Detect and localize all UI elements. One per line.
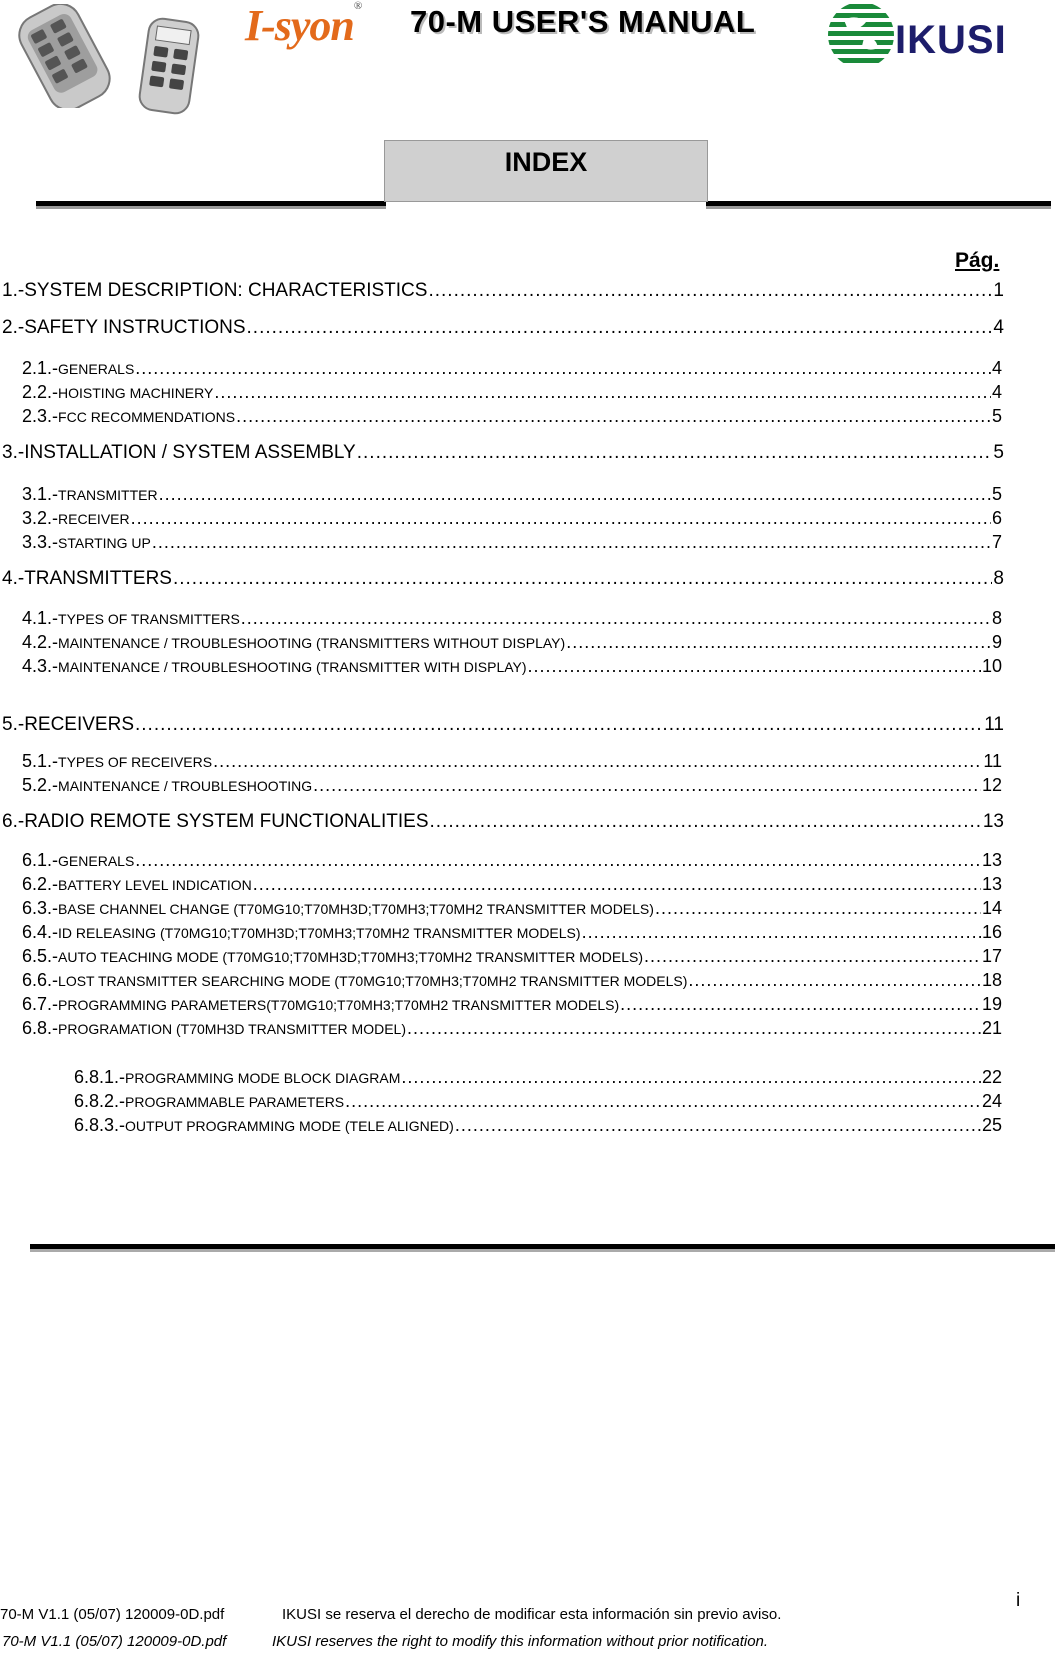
toc-entry[interactable] [22, 508, 1002, 529]
toc-entry-number: 6.- [2, 811, 25, 832]
toc-entry-number: 2.- [2, 317, 25, 338]
toc-entry[interactable] [22, 874, 1002, 895]
toc-entry-title: SYSTEM DESCRIPTION: CHARACTERISTICS [24, 280, 428, 301]
manual-title: 70-M USER'S MANUAL [410, 4, 756, 39]
toc-entry[interactable] [2, 568, 1004, 590]
toc-entry-number: 6.4.- [22, 922, 59, 942]
toc-entry[interactable] [22, 532, 1002, 553]
toc-dot-leader [582, 922, 981, 943]
toc-dot-leader [566, 632, 991, 653]
toc-entry-title: HOISTING MACHINERY [58, 385, 214, 401]
toc-entry-title: PROGRAMMING MODE BLOCK DIAGRAM [125, 1070, 401, 1086]
toc-entry-number: 3.3.- [22, 532, 59, 552]
toc-dot-leader [455, 1115, 981, 1136]
toc-dot-leader [159, 484, 991, 505]
toc-entry-title: BASE CHANNEL CHANGE (T70MG10;T70MH3D;T70MH3;T70MH2 TRANSMITTER MODELS) [58, 901, 654, 917]
toc-entry-number: 6.2.- [22, 874, 59, 894]
remote-control-icon [4, 4, 124, 108]
toc-entry-title: INSTALLATION / SYSTEM ASSEMBLY [24, 442, 356, 463]
toc-entry-title: PROGRAMMING PARAMETERS(T70MG10;T70MH3;T70MH2 TRANSMITTER MODELS) [58, 997, 620, 1013]
toc-entry[interactable] [22, 946, 1002, 967]
toc-entry-title: SAFETY INSTRUCTIONS [24, 317, 246, 338]
toc-dot-leader [152, 532, 991, 553]
toc-entry-page: 8 [993, 568, 1004, 589]
toc-entry-number: 2.1.- [22, 358, 59, 378]
toc-entry-number: 6.5.- [22, 946, 59, 966]
page-header [0, 0, 1057, 120]
toc-entry-page: 5 [993, 442, 1004, 463]
toc-entry-page: 10 [981, 656, 1002, 676]
toc-entry[interactable] [22, 382, 1002, 403]
toc-dot-leader [620, 994, 981, 1015]
toc-dot-leader [407, 1018, 981, 1039]
toc-entry[interactable] [2, 442, 1004, 464]
toc-entry-title: PROGRAMMABLE PARAMETERS [125, 1094, 345, 1110]
toc-entry-page: 24 [981, 1091, 1002, 1111]
toc-entry-title: TYPES OF TRANSMITTERS [58, 611, 240, 627]
toc-entry-page: 13 [981, 874, 1002, 894]
toc-entry-title: RADIO REMOTE SYSTEM FUNCTIONALITIES [24, 811, 429, 832]
toc-entry[interactable] [22, 994, 1002, 1015]
toc-dot-leader [131, 508, 991, 529]
toc-entry-title: TYPES OF RECEIVERS [58, 754, 213, 770]
toc-entry-page: 18 [981, 970, 1002, 990]
toc-entry-page: 5 [991, 406, 1002, 426]
toc-entry-page: 11 [984, 714, 1004, 735]
toc-entry-page: 1 [993, 280, 1004, 301]
toc-entry[interactable] [22, 358, 1002, 379]
toc-entry-number: 5.- [2, 714, 25, 735]
index-title: INDEX [504, 147, 588, 177]
toc-entry-page: 6 [991, 508, 1002, 528]
toc-entry-page: 21 [981, 1018, 1002, 1038]
toc-dot-leader [236, 406, 991, 427]
toc-entry[interactable] [2, 714, 1004, 736]
toc-entry[interactable] [74, 1115, 1002, 1136]
toc-dot-leader [135, 358, 991, 379]
toc-dot-leader [644, 946, 981, 967]
index-banner [384, 140, 708, 202]
toc-dot-leader [528, 656, 981, 677]
footer-notice-en: IKUSI reserves the right to modify this information without prior notification. [272, 1633, 769, 1650]
toc-entry-page: 12 [981, 775, 1002, 795]
toc-entry-title: OUTPUT PROGRAMMING MODE (TELE ALIGNED) [125, 1118, 454, 1134]
toc-entry-number: 2.3.- [22, 406, 59, 426]
toc-dot-leader [241, 608, 991, 629]
toc-entry-title: AUTO TEACHING MODE (T70MG10;T70MH3D;T70MH3;T70MH2 TRANSMITTER MODELS) [58, 949, 644, 965]
toc-entry-title: ID RELEASING (T70MG10;T70MH3D;T70MH3;T70MH2 TRANSMITTER MODELS) [58, 925, 581, 941]
toc-dot-leader [357, 442, 993, 464]
toc-entry-title: TRANSMITTERS [24, 568, 172, 589]
toc-entry[interactable] [22, 922, 1002, 943]
toc-entry-title: STARTING UP [58, 535, 151, 551]
toc-entry-page: 4 [991, 382, 1002, 402]
toc-entry-page: 25 [981, 1115, 1002, 1135]
footer-doc-ref: 70-M V1.1 (05/07) 120009-0D.pdf [0, 1606, 225, 1623]
toc-entry-number: 6.7.- [22, 994, 59, 1014]
toc-entry-number: 1.- [2, 280, 25, 301]
toc-entry-page: 8 [991, 608, 1002, 628]
toc-entry-title: PROGRAMATION (T70MH3D TRANSMITTER MODEL) [58, 1021, 406, 1037]
toc-dot-leader [135, 850, 981, 871]
toc-entry-page: 4 [993, 317, 1004, 338]
page-column-label: Pág. [955, 249, 1000, 272]
brand-logo: I-syon® [245, 0, 362, 50]
toc-entry[interactable] [22, 608, 1002, 629]
header-rule-right [706, 201, 1051, 206]
toc-entry-title: RECEIVERS [24, 714, 134, 735]
toc-entry-title: RECEIVER [58, 511, 130, 527]
toc-entry-number: 5.1.- [22, 751, 59, 771]
toc-entry[interactable] [22, 970, 1002, 991]
toc-entry[interactable] [22, 751, 1002, 772]
toc-entry[interactable] [22, 898, 1002, 919]
toc-entry[interactable] [22, 1018, 1002, 1039]
toc-dot-leader [401, 1067, 981, 1088]
toc-entry-title: BATTERY LEVEL INDICATION [58, 877, 252, 893]
toc-entry-title: LOST TRANSMITTER SEARCHING MODE (T70MG10;T70MH3;T70MH2 TRANSMITTER MODELS) [58, 973, 688, 989]
remote-control-with-display-icon [134, 16, 204, 116]
toc-entry-page: 17 [981, 946, 1002, 966]
toc-entry[interactable] [22, 632, 1002, 653]
toc-entry-title: TRANSMITTER [58, 487, 158, 503]
company-logo: IKUSI [895, 18, 1007, 62]
toc-dot-leader [655, 898, 981, 919]
toc-entry-number: 6.6.- [22, 970, 59, 990]
toc-entry[interactable] [74, 1091, 1002, 1112]
toc-dot-leader [428, 280, 992, 302]
toc-entry-number: 6.1.- [22, 850, 59, 870]
toc-entry-number: 6.8.2.- [74, 1091, 126, 1111]
header-rule-left [36, 201, 386, 206]
toc-entry-page: 5 [991, 484, 1002, 504]
toc-entry-title: FCC RECOMMENDATIONS [58, 409, 236, 425]
toc-entry-page: 13 [982, 811, 1004, 832]
toc-entry-page: 11 [983, 751, 1002, 771]
toc-entry-number: 6.8.1.- [74, 1067, 126, 1087]
toc-entry-number: 5.2.- [22, 775, 59, 795]
toc-entry-title: MAINTENANCE / TROUBLESHOOTING [58, 778, 313, 794]
toc-entry[interactable] [22, 656, 1002, 677]
page-number: i [1016, 1590, 1021, 1611]
toc-entry[interactable] [22, 850, 1002, 871]
toc-entry[interactable] [22, 406, 1002, 427]
toc-entry[interactable] [2, 280, 1004, 302]
toc-dot-leader [430, 811, 982, 833]
toc-dot-leader [253, 874, 981, 895]
toc-entry-number: 4.2.- [22, 632, 59, 652]
toc-entry-page: 14 [981, 898, 1002, 918]
toc-entry[interactable] [22, 775, 1002, 796]
toc-entry-title: MAINTENANCE / TROUBLESHOOTING (TRANSMITTER WITH DISPLAY) [58, 659, 527, 675]
toc-entry-number: 3.1.- [22, 484, 59, 504]
toc-dot-leader [135, 714, 983, 736]
toc-dot-leader [688, 970, 981, 991]
toc-entry-number: 4.- [2, 568, 25, 589]
toc-entry-page: 22 [981, 1067, 1002, 1087]
toc-dot-leader [313, 775, 981, 796]
bottom-rule [30, 1244, 1055, 1249]
toc-entry-title: GENERALS [58, 361, 135, 377]
toc-entry-title: MAINTENANCE / TROUBLESHOOTING (TRANSMITTERS WITHOUT DISPLAY) [58, 635, 566, 651]
toc-entry-page: 19 [981, 994, 1002, 1014]
toc-entry[interactable] [22, 484, 1002, 505]
toc-entry-page: 9 [991, 632, 1002, 652]
toc-entry[interactable] [2, 317, 1004, 339]
globe-icon [826, 0, 896, 70]
toc-entry-page: 13 [981, 850, 1002, 870]
toc-entry-number: 6.8.- [22, 1018, 59, 1038]
toc-dot-leader [173, 568, 992, 590]
toc-entry-number: 3.- [2, 442, 25, 463]
toc-entry-number: 6.8.3.- [74, 1115, 126, 1135]
toc-dot-leader [214, 382, 991, 403]
footer-notice-es: IKUSI se reserva el derecho de modificar esta información sin previo aviso. [282, 1606, 782, 1623]
toc-entry-number: 6.3.- [22, 898, 59, 918]
toc-entry-title: GENERALS [58, 853, 135, 869]
toc-entry-page: 16 [981, 922, 1002, 942]
toc-entry-number: 4.3.- [22, 656, 59, 676]
toc-dot-leader [213, 751, 982, 772]
toc-entry-page: 7 [991, 532, 1002, 552]
toc-entry-page: 4 [991, 358, 1002, 378]
toc-entry[interactable] [2, 811, 1004, 833]
footer-doc-ref-italic: 70-M V1.1 (05/07) 120009-0D.pdf [2, 1633, 227, 1650]
toc-dot-leader [345, 1091, 981, 1112]
toc-entry-number: 4.1.- [22, 608, 59, 628]
toc-entry-number: 2.2.- [22, 382, 59, 402]
toc-dot-leader [247, 317, 993, 339]
toc-entry[interactable] [74, 1067, 1002, 1088]
toc-entry-number: 3.2.- [22, 508, 59, 528]
